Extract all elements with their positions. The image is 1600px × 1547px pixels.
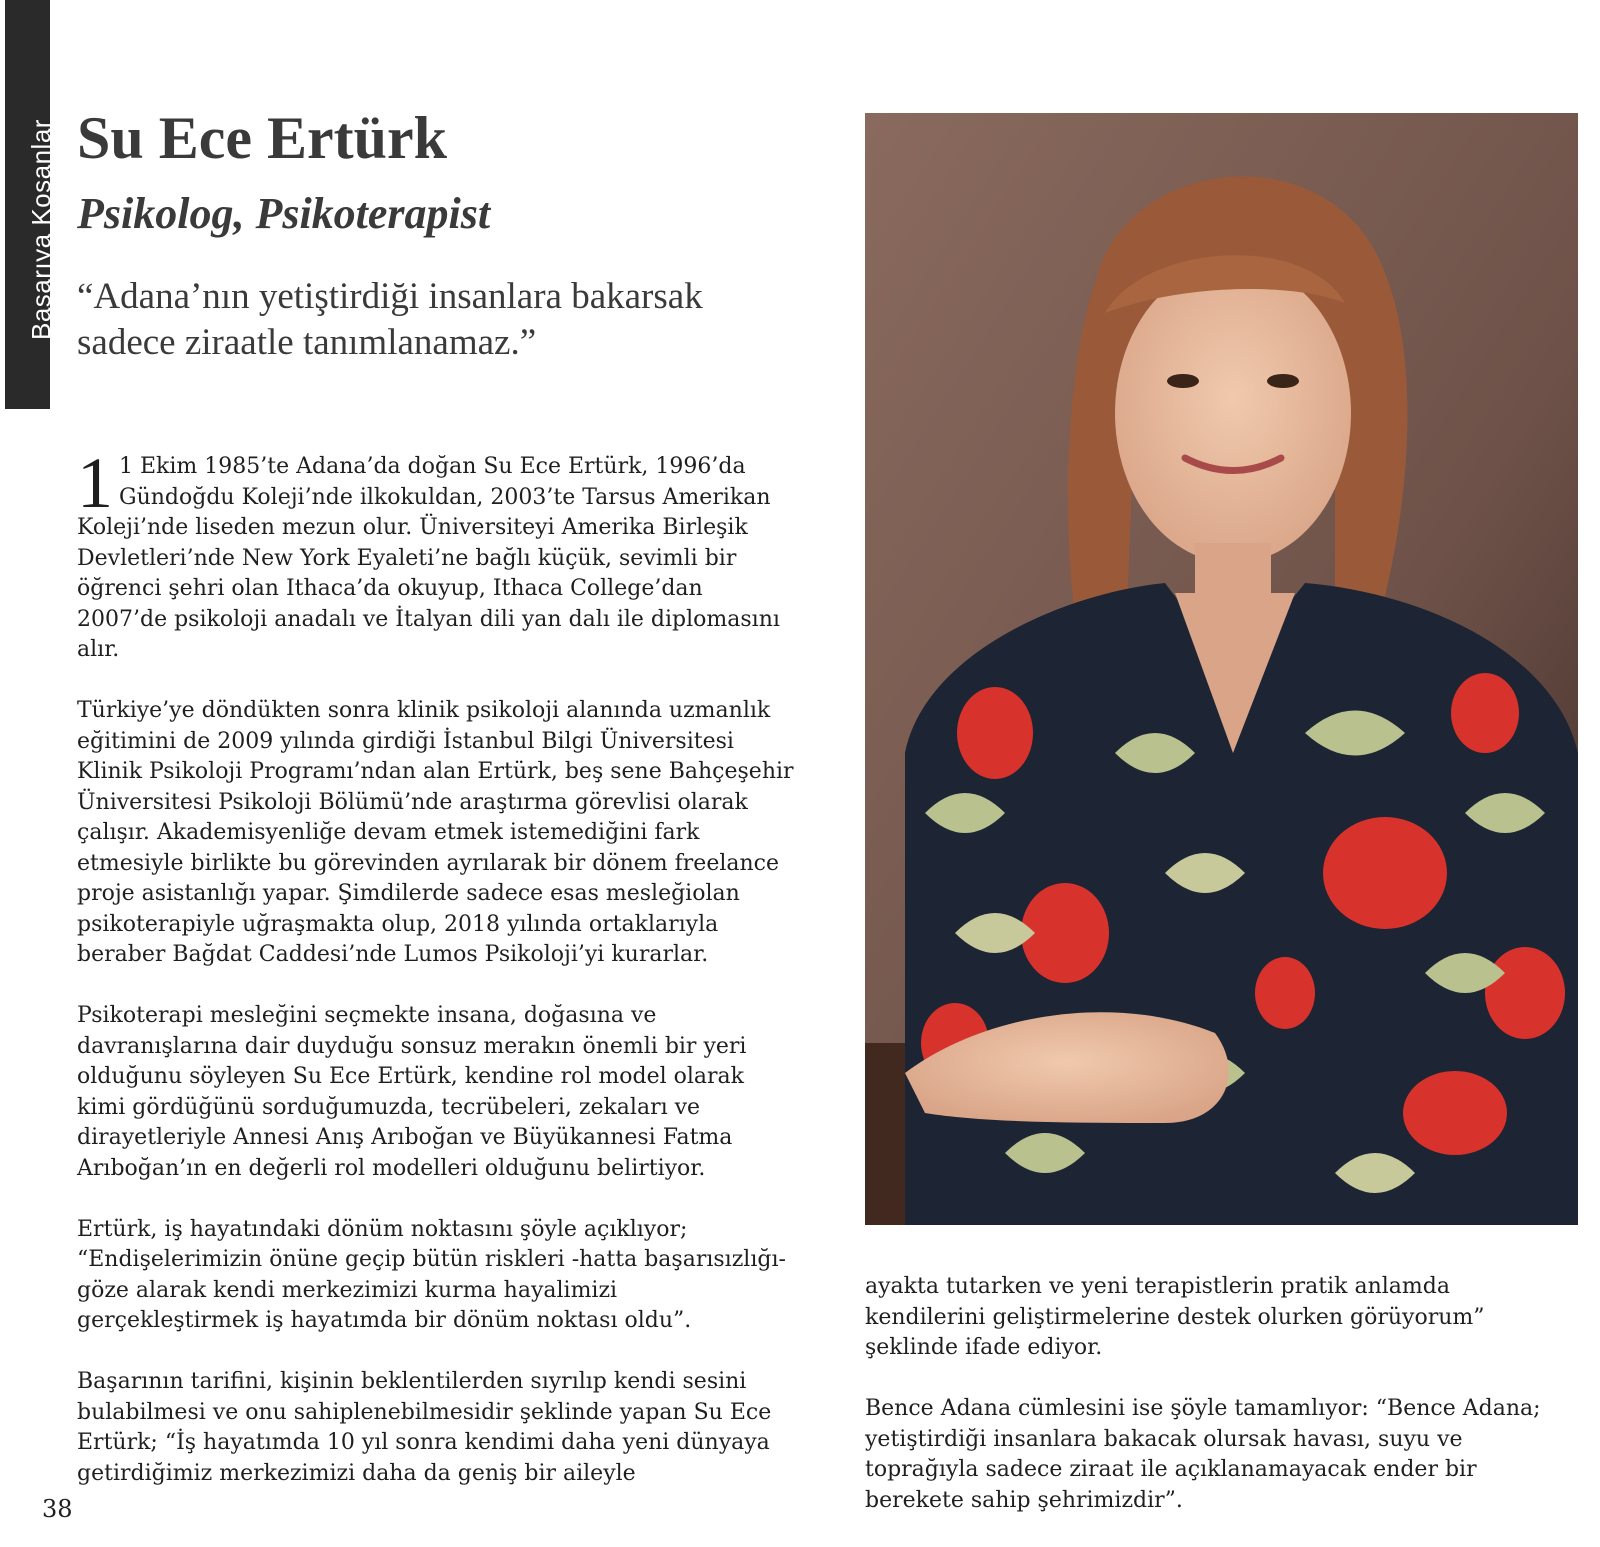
paragraph-4: Ertürk, iş hayatındaki dönüm noktasını şöyle açıklıyor; “Endişelerimizin önüne geçip bütün riskleri -hatta başarısızlığı- göze alarak kendi merkezimizi kurma hayalimizi gerçekleştirmek iş hayatımda bir dönüm noktası oldu”.	[77, 1216, 786, 1333]
paragraph-1	[77, 443, 795, 666]
paragraph-2: Türkiye’ye döndükten sonra klinik psikoloji alanında uzmanlık eğitimini de 2009 yılında girdiği İstanbul Bilgi Üniversitesi Klinik Psikoloji Programı’ndan alan Ertürk, beş sene Bahçeşehir Üniversitesi Psikoloji Bölümü’nde araştırma görevlisi olarak çalışır. Akademisyenliğe devam etmek istemediğini fark etmesiyle birlikte bu görevinden ayrılarak bir dönem freelance proje asistanlığı yapar. Şimdilerde sadece esas mesleğiolan psikoterapiyle uğraşmakta olup, 2018 yılında ortaklarıyla beraber Bağdat Caddesi’nde Lumos Psikoloji’yi kurarlar.	[77, 698, 794, 967]
portrait-illustration	[865, 113, 1578, 1225]
drop-cap: 1	[77, 443, 113, 523]
paragraph-6: ayakta tutarken ve yeni terapistlerin pratik anlamda kendilerini geliştirmelerine destek olurken görüyorum” şeklinde ifade ediyor.	[865, 1274, 1485, 1360]
section-tab-label: Başarıya Koşanlar	[26, 119, 56, 340]
face	[1115, 263, 1351, 563]
page-number: 38	[42, 1495, 73, 1523]
paragraph-3: Psikoterapi mesleğini seçmekte insana, doğasına ve davranışlarına dair duyduğu sonsuz merakın önemli bir yeri olduğunu söyleyen Su Ece Ertürk, kendine rol model olarak kimi gördüğünü sorduğumuzda, tecrübeleri, zekaları ve dirayetleriyle Annesi Anış Arıboğan ve Büyükannesi Fatma Arıboğan’ın en değerli rol modelleri olduğunu belirtiyor.	[77, 1003, 747, 1181]
paragraph-5: Başarının tarifini, kişinin beklentilerden sıyrılıp kendi sesini bulabilmesi ve onu sahiplenebilmesidir şeklinde yapan Su Ece Ertürk; “İş hayatımda 10 yıl sonra kendimi daha yeni dünyaya getirdiğimiz merkezimizi daha da geniş bir aileyle	[77, 1369, 772, 1486]
portrait-photo	[865, 113, 1578, 1225]
paragraph-1-text: 1 Ekim 1985’te Adana’da doğan Su Ece Ertürk, 1996’da Gündoğdu Koleji’nde ilkokuldan, 2003’te Tarsus Amerikan Koleji’nde liseden mezun olur. Üniversiteyi Amerika Birleşik Devletleri’nde New York Eyaleti’ne bağlı küçük, sevimli bir öğrenci şehri olan Ithaca’da okuyup, Ithaca College’dan 2007’de psikoloji anadalı ve İtalyan dili yan dalı ile diplomasını alır.	[77, 454, 780, 662]
pull-quote: “Adana’nın yetiştirdiği insanlara bakarsak sadece ziraatle tanımlanamaz.”	[77, 276, 703, 363]
paragraph-7: Bence Adana cümlesini ise şöyle tamamlıyor: “Bence Adana; yetiştirdiği insanlara bakacak olursak havası, suyu ve toprağıyla sadece ziraat ile açıklanamayacak ender bir berekete sahip şehrimizdir”.	[865, 1396, 1541, 1513]
article-column-right	[865, 1272, 1565, 1547]
article-column-left	[77, 443, 795, 1520]
article-subtitle: Psikolog, Psikoterapist	[77, 189, 491, 238]
right-eye	[1267, 374, 1299, 388]
article-title: Su Ece Ertürk	[77, 105, 448, 171]
left-eye	[1167, 374, 1199, 388]
